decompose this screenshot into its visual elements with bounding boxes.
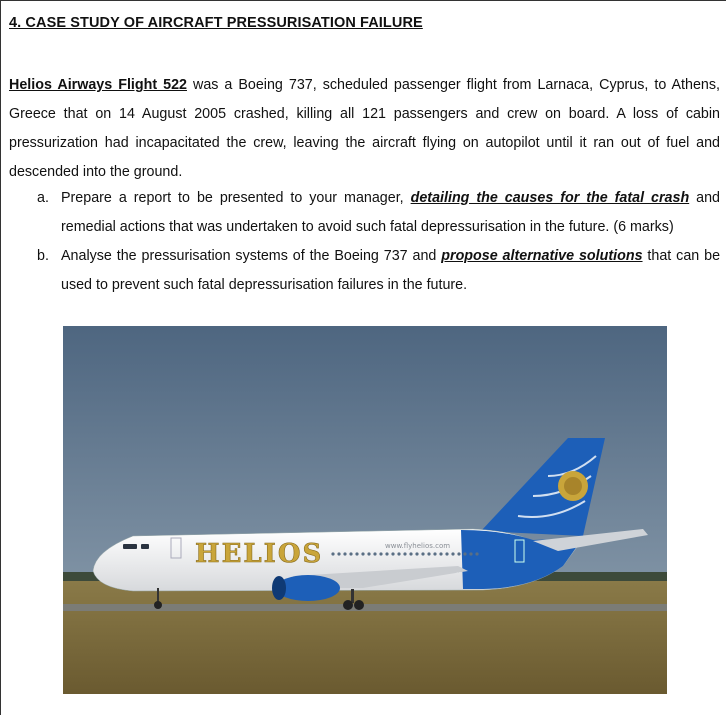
flight-name: Helios Airways Flight 522: [9, 77, 187, 93]
intro-text: was a Boeing 737, scheduled passenger flight from Larnaca, Cyprus, to Athens, Greece that on 14 August 2005 crashed, killing all 121 passengers and crew on board. A loss of cabin pressurization had incapacitated the crew, leaving the aircraft flying on autopilot until it ran out of fuel and descended into the ground.: [9, 77, 720, 180]
runway: [63, 604, 667, 611]
item-emphasis: propose alternative solutions: [441, 248, 643, 264]
item-text-before: Analyse the pressurisation systems of the Boeing 737 and: [61, 248, 442, 264]
aircraft-photo: [63, 326, 667, 694]
item-text-after: and remedial actions that was undertaken to avoid such fatal depressurisation in the future. (6 marks): [61, 190, 721, 235]
livery-website: www.flyhelios.com: [385, 542, 451, 550]
list-marker: b.: [37, 248, 49, 264]
aircraft-illustration: [63, 326, 667, 694]
list-item-a: [37, 184, 720, 242]
main-gear-wheel: [343, 600, 353, 610]
section-heading: 4. CASE STUDY OF AIRCRAFT PRESSURISATION FAILURE: [9, 15, 423, 31]
livery-name: HELIOS: [195, 539, 324, 569]
nose-gear-wheel: [154, 601, 162, 609]
item-text-before: Prepare a report to be presented to your manager,: [61, 190, 411, 206]
list-marker: a.: [37, 190, 49, 206]
list-item-b: [37, 242, 720, 300]
ground: [63, 581, 667, 694]
item-emphasis: detailing the causes for the fatal crash: [410, 190, 690, 206]
intro-paragraph: [9, 71, 720, 187]
item-text-after: that can be used to prevent such fatal depressurisation failures in the future.: [61, 248, 721, 293]
task-list: [37, 184, 720, 300]
